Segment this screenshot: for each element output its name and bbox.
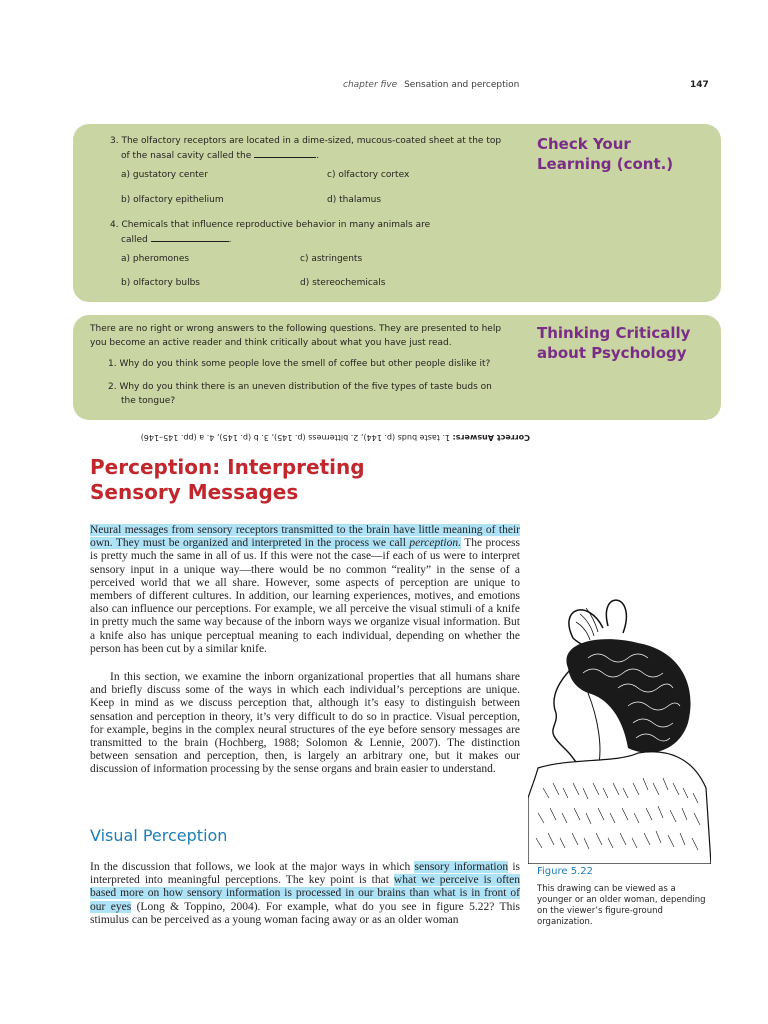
chapter-label: chapter five: [343, 80, 398, 90]
figure-caption: This drawing can be viewed as a younger or an older woman, depending on the viewer’s figure-ground organization.: [537, 884, 706, 927]
thinking-intro-line2: you become an active reader and think critically about what you have just read.: [90, 338, 452, 348]
question-4: [110, 218, 430, 247]
question-3-line2: of the nasal cavity called the .: [110, 148, 501, 163]
question-3: [110, 134, 501, 163]
q4-option-d: d) stereochemicals: [300, 278, 386, 288]
question-4-line2: called .: [110, 232, 430, 247]
question-3-line1: 3. The olfactory receptors are located in a dime-sized, mucous-coated sheet at the top: [110, 136, 502, 146]
thinking-q2-line2: the tongue?: [121, 396, 176, 406]
q3-option-a: a) gustatory center: [121, 170, 208, 180]
correct-answers-text: 1. taste buds (p. 144), 2. bitterness (p. 145), 3. b (p. 145), 4. a (pp. 145–146): [140, 433, 451, 442]
paragraph-2: In this section, we examine the inborn organizational properties that all humans share and briefly discuss some of the ways in which each individual’s perceptions are unique. Keep in mind as we discuss perception that, although it’s easy to distinguish between sensation and perception in theory, it’s very difficult to do so in practice. Visual perception, for example, begins in the complex neural structures of the eye before sensory messages are transmitted to the brain (Hochberg, 1988; Solomon & Lennie, 2007). The distinction between sensation and perception, then, is largely an arbitrary one, but it makes our discussion of information processing by the sense organs and brain easier to understand.: [90, 671, 520, 776]
thinking-intro: [90, 322, 501, 350]
q3-option-b: b) olfactory epithelium: [121, 195, 224, 205]
thinking-title-line2: about Psychology: [537, 344, 687, 362]
q4-option-c: c) astringents: [300, 254, 363, 264]
subsection-title: Visual Perception: [90, 826, 228, 845]
q3-option-c: c) olfactory cortex: [327, 170, 410, 180]
thinking-intro-line1: There are no right or wrong answers to the following questions. They are presented to help: [90, 324, 502, 334]
check-learning-title-line2: Learning (cont.): [537, 155, 674, 173]
young-old-woman-illusion: [528, 588, 711, 864]
answer-blank: [151, 232, 229, 242]
chapter-title: Sensation and perception: [404, 80, 520, 90]
question-4-line1: 4. Chemicals that influence reproductive behavior in many animals are: [110, 220, 431, 230]
section-title-line1: Perception: Interpreting: [90, 455, 365, 479]
answer-blank: [254, 148, 316, 158]
correct-answers-label: Correct Answers:: [452, 433, 530, 442]
page-number: 147: [690, 80, 709, 90]
highlighted-text: what we perceive is often based more on how sensory information is processed in our brains than what is in front of our eyes: [90, 874, 520, 913]
q4-option-a: a) pheromones: [121, 254, 190, 264]
q3-option-d: d) thalamus: [327, 195, 382, 205]
figure-title: Figure 5.22: [537, 866, 593, 877]
paragraph-3: In the discussion that follows, we look at the major ways in which sensory information is interpreted into meaningful perceptions. The key point is that what we perceive is often based more on how sensory information is processed in our brains than what is in front of our eyes (Long & Toppino, 2004). For example, what do you see in figure 5.22? This stimulus can be perceived as a young woman facing away or as an older woman: [90, 861, 520, 926]
correct-answers: [140, 433, 530, 442]
running-head: [343, 80, 519, 90]
thinking-title-line1: Thinking Critically: [537, 324, 691, 342]
highlighted-text: sensory information: [414, 861, 509, 873]
q4-option-b: b) olfactory bulbs: [121, 278, 200, 288]
section-title-line2: Sensory Messages: [90, 480, 299, 504]
thinking-question-1: 1. Why do you think some people love the smell of coffee but other people dislike it?: [108, 359, 491, 369]
check-learning-title: [537, 134, 673, 174]
thinking-q2-line1: 2. Why do you think there is an uneven distribution of the five types of taste buds on: [108, 382, 492, 392]
thinking-question-2: [108, 380, 492, 408]
check-learning-title-line1: Check Your: [537, 135, 631, 153]
section-title: [90, 455, 365, 505]
paragraph-1: Neural messages from sensory receptors transmitted to the brain have little meaning of their own. They must be organized and interpreted in the process we call perception. The process is pretty much the same in all of us. If this were not the case—if each of us were to interpret sensory input in a unique way—there would be no common “reality” in the sense of a perceived world that we all share. However, some aspects of perception are unique to members of different cultures. In addition, our learning experiences, motives, and emotions also can influence our perceptions. For example, we all perceive the visual stimuli of a knife in pretty much the same way because of the inborn ways we organize visual information. But a knife also has unique perceptual meaning to each individual, depending on whether the person has been cut by a similar knife.: [90, 524, 520, 655]
thinking-critically-title: [537, 323, 690, 363]
highlighted-text: Neural messages from sensory receptors transmitted to the brain have little meaning of their own. They must be organized and interpreted in the process we call perception.: [90, 524, 520, 550]
